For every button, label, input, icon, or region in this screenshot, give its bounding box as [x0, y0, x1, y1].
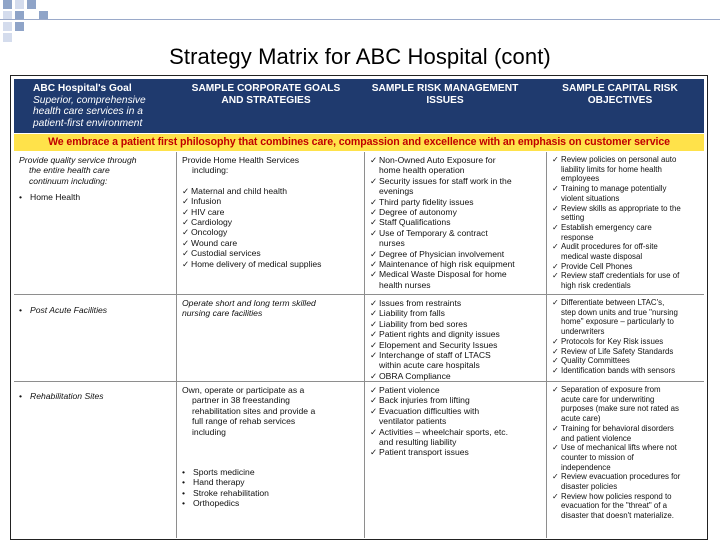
bullet-icon: •: [19, 391, 23, 401]
check-icon: ✓: [552, 222, 559, 232]
header-goal-line: patient-first environment: [33, 117, 143, 129]
strategy-item: ✓ Custodial services: [182, 248, 261, 259]
capital-item: ✓ Separation of exposure from acute care for underwriting purposes (make sure not rated as acute care): [552, 385, 679, 424]
goal-line: Provide quality service through: [19, 155, 137, 165]
risk-item: ✓ Patient transport issues: [370, 447, 469, 458]
risk-item: ✓ Liability from falls: [370, 308, 445, 319]
bullet-icon: •: [182, 467, 186, 478]
check-icon: ✓: [182, 227, 190, 238]
check-icon: ✓: [370, 405, 378, 416]
risk-item: ✓ Third party fidelity issues: [370, 196, 474, 207]
check-icon: ✓: [370, 447, 378, 458]
check-icon: ✓: [552, 242, 559, 252]
corner-square-decoration: [3, 22, 12, 31]
header-goal-title: ABC Hospital's Goal: [33, 83, 132, 94]
risk-item: ✓ Staff Qualifications: [370, 217, 451, 228]
check-icon: ✓: [370, 227, 378, 238]
check-icon: ✓: [552, 385, 559, 394]
risk-item: ✓ Activities – wheelchair sports, etc. and resulting liability: [370, 426, 508, 448]
risk-item: ✓ Security issues for staff work in the evenings: [370, 175, 512, 197]
check-icon: ✓: [552, 203, 559, 213]
check-icon: ✓: [552, 356, 559, 366]
risk-item: ✓ Degree of Physician involvement: [370, 248, 505, 259]
risk-item: ✓ Elopement and Security Issues: [370, 339, 498, 350]
check-icon: ✓: [182, 206, 190, 217]
strategy-line: Own, operate or participate as a: [182, 385, 305, 395]
row-post-acute-goal: [14, 295, 177, 382]
check-icon: ✓: [552, 491, 559, 501]
row-home-health-risk: [365, 152, 547, 295]
check-icon: ✓: [182, 258, 190, 269]
strategy-item: ✓ Wound care: [182, 237, 238, 248]
check-icon: ✓: [552, 346, 559, 356]
strategy-line: full range of rehab services: [192, 416, 296, 427]
risk-item: ✓ Evacuation difficulties with ventilator patients: [370, 405, 480, 427]
check-icon: ✓: [370, 339, 378, 350]
strategy-line: nursing care facilities: [182, 308, 263, 319]
risk-item: ✓ Maintenance of high risk equipment: [370, 259, 515, 270]
check-icon: ✓: [182, 185, 190, 196]
header-line: SAMPLE CORPORATE GOALS: [191, 83, 341, 94]
strategy-line: Provide Home Health Services: [182, 155, 300, 165]
strategy-item: ✓ Infusion: [182, 196, 222, 207]
capital-item: ✓ Audit procedures for off-site medical waste disposal: [552, 242, 658, 262]
capital-item: ✓ Review policies on personal auto liability limits for home health employees: [552, 155, 677, 184]
goal-bullet: • Home Health: [19, 192, 81, 203]
capital-item: ✓ Identification bands with sensors: [552, 365, 676, 375]
check-icon: ✓: [370, 370, 378, 381]
check-icon: ✓: [552, 298, 559, 307]
strategy-item: • Hand therapy: [182, 477, 245, 488]
slide-title: Strategy Matrix for ABC Hospital (cont): [169, 44, 551, 69]
risk-item: ✓ Patient rights and dignity issues: [370, 329, 500, 340]
strategy-item: • Sports medicine: [182, 467, 255, 478]
risk-item: ✓ Back injuries from lifting: [370, 395, 470, 406]
check-icon: ✓: [370, 155, 378, 165]
strategy-matrix-table: [10, 75, 708, 540]
row-home-health-goal: [14, 152, 177, 295]
strategy-line: partner in 38 freestanding: [192, 395, 290, 406]
row-post-acute-risk: [365, 295, 547, 382]
header-line: ISSUES: [426, 94, 464, 106]
capital-item: ✓ Provide Cell Phones: [552, 261, 633, 271]
check-icon: ✓: [552, 271, 559, 281]
matrix-body: [14, 152, 704, 538]
bullet-icon: •: [19, 305, 23, 315]
check-icon: ✓: [370, 248, 378, 259]
check-icon: ✓: [182, 217, 190, 228]
check-icon: ✓: [370, 207, 378, 218]
corner-square-decoration: [3, 33, 12, 42]
check-icon: ✓: [182, 196, 190, 207]
row-rehab-strategy: [177, 382, 365, 538]
philosophy-banner: We embrace a patient first philosophy that combines care, compassion and excellence with an emphasis on customer service: [14, 134, 704, 151]
risk-item: ✓ Liability from bed sores: [370, 318, 468, 329]
goal-line: the entire health care: [29, 165, 110, 176]
check-icon: ✓: [552, 365, 559, 375]
risk-item: ✓ Patient violence: [370, 385, 440, 395]
strategy-item: • Stroke rehabilitation: [182, 487, 269, 498]
check-icon: ✓: [552, 336, 559, 346]
bullet-icon: •: [19, 192, 23, 203]
strategy-item: ✓ Home delivery of medical supplies: [182, 258, 322, 269]
header-risk-management: [354, 79, 536, 133]
risk-item: ✓ Use of Temporary & contract nurses: [370, 227, 488, 249]
check-icon: ✓: [552, 184, 559, 194]
check-icon: ✓: [370, 329, 378, 340]
row-rehab-capital: [547, 382, 704, 538]
bullet-icon: •: [182, 487, 186, 498]
header-line: OBJECTIVES: [587, 94, 653, 106]
header-rule: [0, 19, 720, 20]
table-header: [14, 79, 704, 133]
check-icon: ✓: [370, 350, 378, 361]
strategy-item: ✓ HIV care: [182, 206, 225, 217]
capital-item: ✓ Training to manage potentially violent situations: [552, 184, 667, 203]
header-line: SAMPLE CAPITAL RISK: [562, 83, 678, 94]
capital-item: ✓ Protocols for Key Risk issues: [552, 336, 664, 346]
check-icon: ✓: [370, 269, 378, 280]
check-icon: ✓: [370, 196, 378, 207]
strategy-item: ✓ Maternal and child health: [182, 185, 288, 196]
check-icon: ✓: [370, 308, 378, 319]
capital-item: ✓ Use of mechanical lifts where not counter to mission of independence: [552, 443, 677, 472]
risk-item: ✓ Issues from restraints: [370, 298, 462, 308]
capital-item: ✓ Quality Committees: [552, 356, 630, 366]
strategy-item: • Orthopedics: [182, 498, 240, 509]
strategy-line: rehabilitation sites and provide a: [192, 405, 316, 416]
goal-bullet: • Rehabilitation Sites: [19, 391, 104, 401]
bullet-icon: •: [182, 477, 186, 488]
capital-item: ✓ Establish emergency care response: [552, 222, 652, 242]
header-goal-line: health care services in a: [33, 106, 143, 117]
row-home-health-strategy: [177, 152, 365, 295]
capital-item: ✓ Differentiate between LTAC's, step down units and true "nursing home" exposure – particularly to underwriters: [552, 298, 678, 337]
risk-item: ✓ OBRA Compliance: [370, 370, 451, 381]
capital-item: ✓ Review skills as appropriate to the setting: [552, 203, 681, 223]
row-rehab-risk: [365, 382, 547, 538]
check-icon: ✓: [552, 443, 559, 453]
check-icon: ✓: [370, 385, 378, 395]
check-icon: ✓: [182, 237, 190, 248]
check-icon: ✓: [552, 423, 559, 433]
check-icon: ✓: [552, 155, 559, 164]
corner-square-decoration: [27, 0, 36, 9]
capital-item: ✓ Review staff credentials for use of high risk credentials: [552, 271, 680, 291]
check-icon: ✓: [370, 426, 378, 437]
header-line: AND STRATEGIES: [221, 94, 311, 106]
strategy-line: including: [192, 426, 226, 437]
check-icon: ✓: [552, 261, 559, 271]
strategy-item: ✓ Cardiology: [182, 217, 233, 228]
risk-item: ✓ Interchange of staff of LTACS within acute care hospitals: [370, 350, 491, 371]
check-icon: ✓: [370, 175, 378, 186]
check-icon: ✓: [370, 298, 378, 308]
risk-item: ✓ Non-Owned Auto Exposure for home health operation: [370, 155, 496, 176]
goal-line: continuum including:: [29, 175, 108, 186]
check-icon: ✓: [552, 472, 559, 482]
row-home-health-capital: [547, 152, 704, 295]
header-capital-risk: [536, 79, 704, 133]
check-icon: ✓: [370, 259, 378, 270]
row-post-acute-capital: [547, 295, 704, 382]
corner-square-decoration: [15, 0, 24, 9]
header-goal-line: Superior, comprehensive: [33, 94, 146, 106]
bullet-icon: •: [182, 498, 186, 509]
risk-item: ✓ Medical Waste Disposal for home health nurses: [370, 269, 507, 290]
header-corporate-goals: [178, 79, 354, 133]
check-icon: ✓: [182, 248, 190, 259]
strategy-item: ✓ Oncology: [182, 227, 228, 238]
capital-item: ✓ Training for behavioral disorders and patient violence: [552, 423, 674, 443]
check-icon: ✓: [370, 217, 378, 228]
header-line: SAMPLE RISK MANAGEMENT: [371, 83, 519, 94]
check-icon: ✓: [370, 318, 378, 329]
header-goal: [14, 79, 178, 133]
capital-item: ✓ Review how policies respond to evacuation for the "threat" of a disaster that doesn't materialize.: [552, 491, 674, 521]
goal-bullet: • Post Acute Facilities: [19, 305, 108, 315]
corner-square-decoration: [3, 0, 12, 9]
capital-item: ✓ Review evacuation procedures for disaster policies: [552, 472, 681, 492]
row-post-acute-strategy: [177, 295, 365, 382]
capital-item: ✓ Review of Life Safety Standards: [552, 346, 674, 356]
corner-square-decoration: [15, 22, 24, 31]
strategy-line: including:: [192, 165, 229, 176]
risk-item: ✓ Degree of autonomy: [370, 207, 457, 218]
strategy-line: Operate short and long term skilled: [182, 298, 316, 308]
check-icon: ✓: [370, 395, 378, 406]
row-rehab-goal: [14, 382, 177, 538]
